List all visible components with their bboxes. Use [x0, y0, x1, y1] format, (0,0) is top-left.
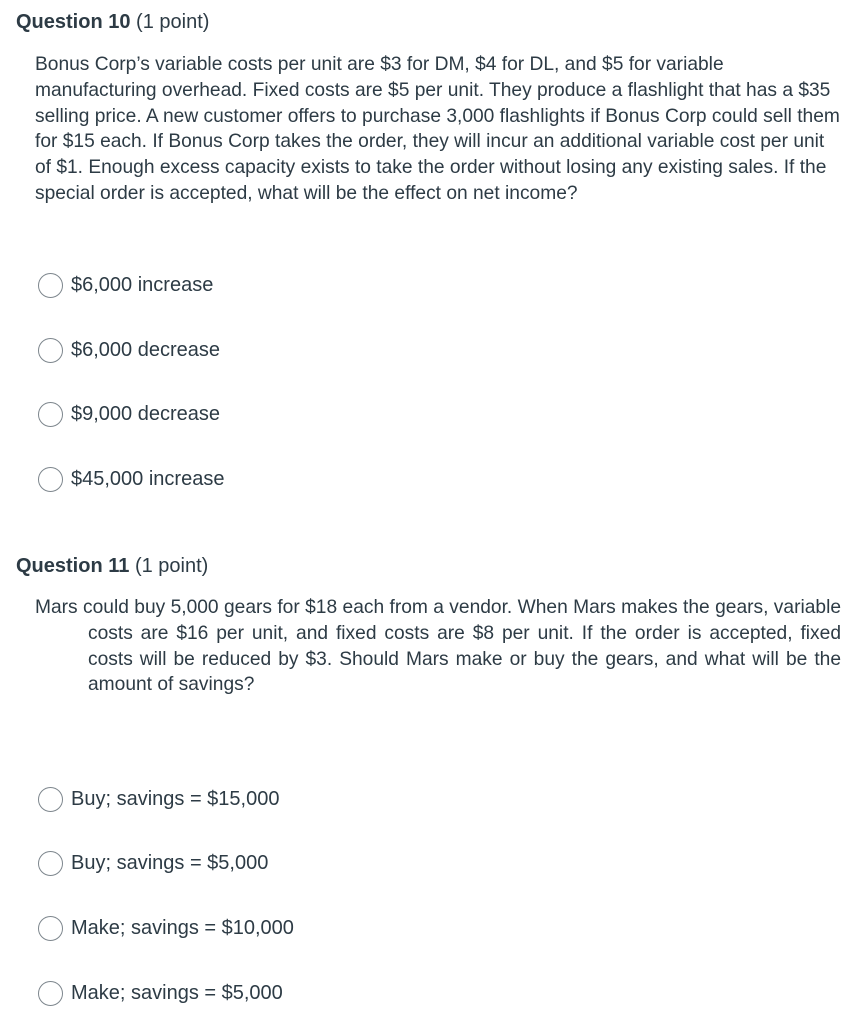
question-10-header	[16, 10, 209, 34]
radio-button[interactable]	[38, 981, 63, 1006]
radio-button[interactable]	[38, 467, 63, 492]
radio-button[interactable]	[38, 273, 63, 298]
answer-option[interactable]	[38, 336, 220, 364]
radio-button[interactable]	[38, 402, 63, 427]
answer-label: Make; savings = $10,000	[71, 917, 294, 939]
radio-button[interactable]	[38, 787, 63, 812]
question-10-text: Bonus Corp’s variable costs per unit are $3 for DM, $4 for DL, and $5 for variable manufacturing overhead. Fixed costs are $5 per unit. They produce a flashlight that has a $35 selling price. A new customer offers to purchase 3,000 flashlights if Bonus Corp could sell them for $15 each. If Bonus Corp takes the order, they will incur an additional variable cost per unit of $1. Enough excess capacity exists to take the order without losing any existing sales. If the special order is accepted, what will be the effect on net income?	[35, 54, 840, 204]
answer-option[interactable]	[38, 400, 220, 428]
answer-option[interactable]	[38, 785, 279, 813]
answer-label: Make; savings = $5,000	[71, 982, 283, 1004]
answer-label: Buy; savings = $5,000	[71, 852, 269, 874]
answer-option[interactable]	[38, 979, 283, 1007]
answer-label: $9,000 decrease	[71, 403, 221, 425]
answer-label: $6,000 increase	[71, 274, 214, 296]
answer-label: $45,000 increase	[71, 468, 225, 490]
radio-button[interactable]	[38, 916, 63, 941]
answer-label: $6,000 decrease	[71, 339, 221, 361]
answer-option[interactable]	[38, 914, 294, 942]
answer-option[interactable]	[38, 465, 224, 493]
answer-option[interactable]	[38, 849, 268, 877]
question-11-text: Mars could buy 5,000 gears for $18 each from a vendor. When Mars makes the gears, variable costs are $16 per unit, and fixed costs are $8 per unit. If the order is accepted, fixed costs will be reduced by $3. Should Mars make or buy the gears, and what will be the amount of savings?	[35, 597, 841, 696]
answer-label: Buy; savings = $15,000	[71, 788, 280, 810]
radio-button[interactable]	[38, 851, 63, 876]
answer-option[interactable]	[38, 271, 213, 299]
radio-button[interactable]	[38, 338, 63, 363]
question-11-header	[16, 554, 208, 578]
question-title: Question 11	[16, 555, 130, 577]
question-points: (1 point)	[134, 555, 209, 577]
question-title: Question 10	[16, 11, 131, 33]
question-points: (1 point)	[136, 11, 210, 33]
